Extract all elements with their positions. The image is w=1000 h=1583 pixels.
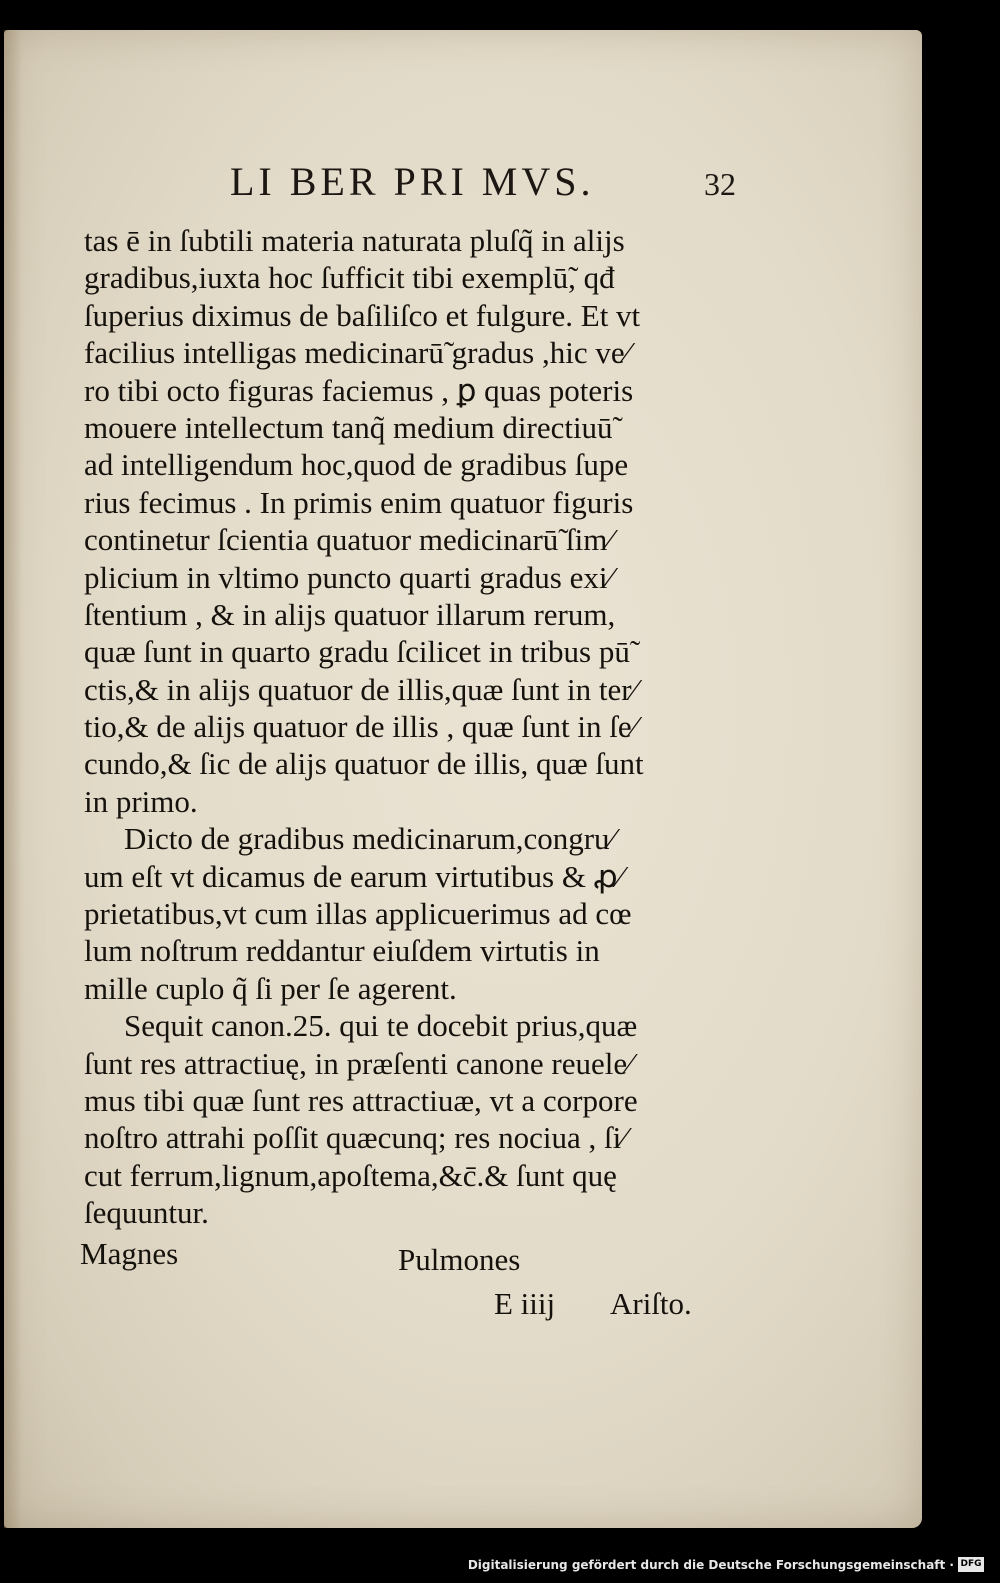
text-line: quæ ſunt in quarto gradu ſcilicet in tribus pū̃	[84, 634, 630, 670]
text-line: lum noſtrum reddantur eiuſdem virtutis in	[84, 933, 600, 969]
text-line: ſuperius diximus de baſiliſco et fulgure. Et vt	[84, 297, 641, 333]
text-line: ad intelligendum hoc,quod de gradibus ſupe	[84, 447, 629, 483]
text-line: facilius intelligas medicinarū̃ gradus ,hic ve⁄	[84, 335, 630, 371]
running-head-title: LI BER PRI MVS.	[230, 159, 595, 204]
text-line: ſequuntur.	[84, 1195, 209, 1231]
text-line: cundo,& ſic de alijs quatuor de illis, quæ ſunt	[84, 746, 644, 782]
catchword-middle: Pulmones	[398, 1242, 521, 1277]
text-line: rius fecimus . In primis enim quatuor figuris	[84, 484, 634, 520]
text-line: noſtro attrahi poſſit quæcunq; res nociua , ſi⁄	[84, 1120, 627, 1156]
text-line: continetur ſcientia quatuor medicinarū̃ ſim⁄	[84, 522, 613, 558]
text-line: ſunt res attractiuę, in præſenti canone reuele⁄	[84, 1045, 633, 1081]
text-line: in primo.	[84, 783, 198, 819]
signature-mark: E iiij	[494, 1286, 556, 1321]
dfg-logo-icon: DFG	[958, 1557, 984, 1572]
text-line: plicium in vltimo puncto quarti gradus exi⁄	[84, 559, 613, 595]
text-line: gradibus,iuxta hoc ſufficit tibi exemplū̃, qđ	[84, 260, 615, 296]
body-text	[84, 222, 784, 1232]
page-gutter-shadow	[4, 30, 22, 1528]
catchword-area	[80, 1236, 780, 1336]
running-head	[4, 158, 922, 228]
text-line: Sequit canon.25. qui te docebit prius,quæ	[124, 1008, 638, 1044]
catchword-left: Magnes	[80, 1236, 179, 1271]
book-page	[4, 30, 922, 1528]
text-line: Dicto de gradibus medicinarum,congru⁄	[124, 821, 615, 857]
folio-number: 32	[704, 166, 736, 202]
funding-credit: Digitalisierung gefördert durch die Deutsche Forschungsgemeinschaft ·	[467, 1558, 954, 1572]
catchword: Ariſto.	[610, 1286, 692, 1321]
text-line: mouere intellectum tanq̃ medium directiuū̃	[84, 409, 613, 445]
digitization-footer	[0, 1550, 1000, 1583]
text-line: um eſt vt dicamus de earum virtutibus & ꝓ⁄	[84, 858, 623, 894]
text-line: mille cuplo q̃ ſi per ſe agerent.	[84, 970, 457, 1006]
text-line: ſtentium , & in alijs quatuor illarum rerum,	[84, 596, 616, 632]
text-line: mus tibi quæ ſunt res attractiuæ, vt a corpore	[84, 1082, 638, 1118]
text-line: ro tibi octo figuras faciemus , ꝑ quas poteris	[84, 372, 634, 408]
text-line: prietatibus,vt cum illas applicuerimus ad cœ	[84, 896, 632, 932]
text-line: tas ē in ſubtili materia naturata pluſq̃ in alijs	[84, 223, 625, 258]
text-line: tio,& de alijs quatuor de illis , quæ ſunt in ſe⁄	[84, 709, 637, 745]
text-line: ctis,& in alijs quatuor de illis,quæ ſunt in ter⁄	[84, 671, 637, 707]
text-line: cut ferrum,lignum,apoſtema,&c̄.& ſunt quę	[84, 1157, 617, 1193]
